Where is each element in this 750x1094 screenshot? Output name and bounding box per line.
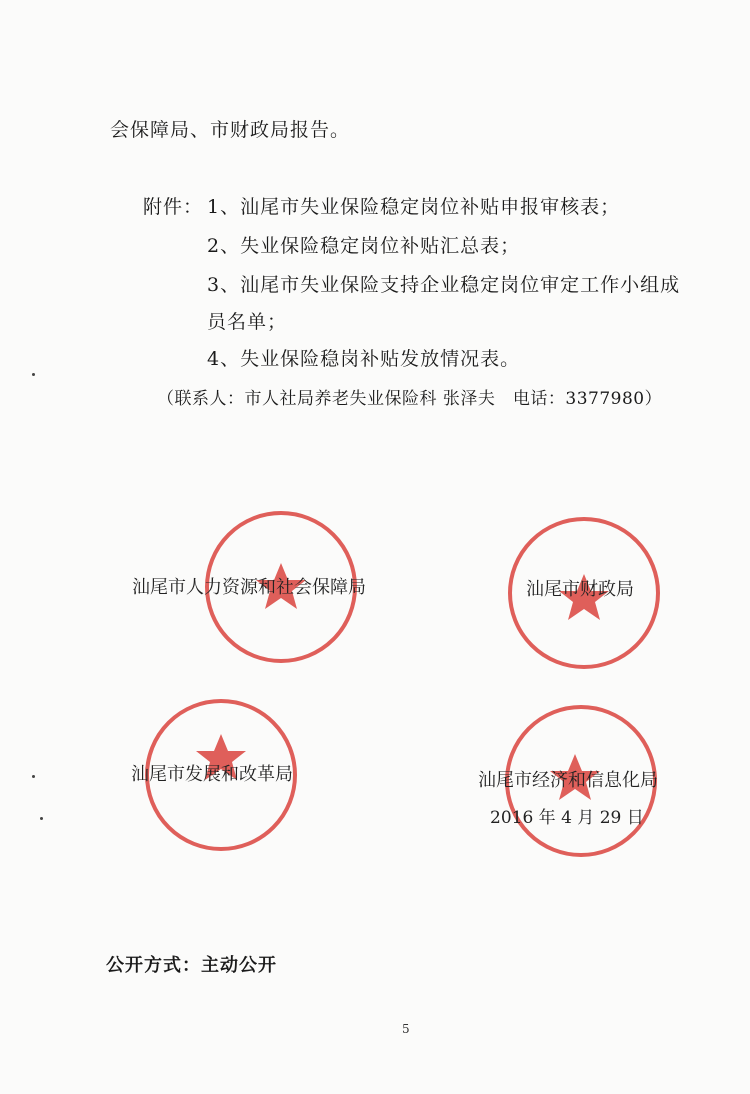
- disclosure-method: 公开方式：主动公开: [106, 955, 277, 976]
- ndrc-signature: 汕尾市发展和改革局: [131, 764, 293, 785]
- contact-line: （联系人：市人社局养老失业保险科 张泽夫 电话：3377980）: [157, 389, 663, 409]
- attachment-item-3: 3、汕尾市失业保险支持企业稳定岗位审定工作小组成: [207, 274, 681, 296]
- scan-speck: [32, 373, 35, 376]
- attachment-item-1: 1、汕尾市失业保险稳定岗位补贴申报审核表；: [207, 196, 621, 218]
- scan-speck: [32, 775, 35, 778]
- hrss-signature: 汕尾市人力资源和社会保障局: [132, 577, 366, 598]
- finance-signature: 汕尾市财政局: [526, 579, 634, 600]
- attachment-item-3-cont: 员名单；: [207, 311, 288, 333]
- eit-signature: 汕尾市经济和信息化局: [478, 770, 658, 791]
- page-number: 5: [402, 1022, 410, 1036]
- body-continuation: 会保障局、市财政局报告。: [110, 119, 351, 141]
- attachments-prefix: 附件：: [143, 196, 204, 218]
- scan-speck: [40, 817, 43, 820]
- signing-date: 2016 年 4 月 29 日: [490, 808, 644, 828]
- attachment-item-2: 2、失业保险稳定岗位补贴汇总表；: [207, 235, 521, 257]
- attachment-item-4: 4、失业保险稳岗补贴发放情况表。: [207, 348, 521, 370]
